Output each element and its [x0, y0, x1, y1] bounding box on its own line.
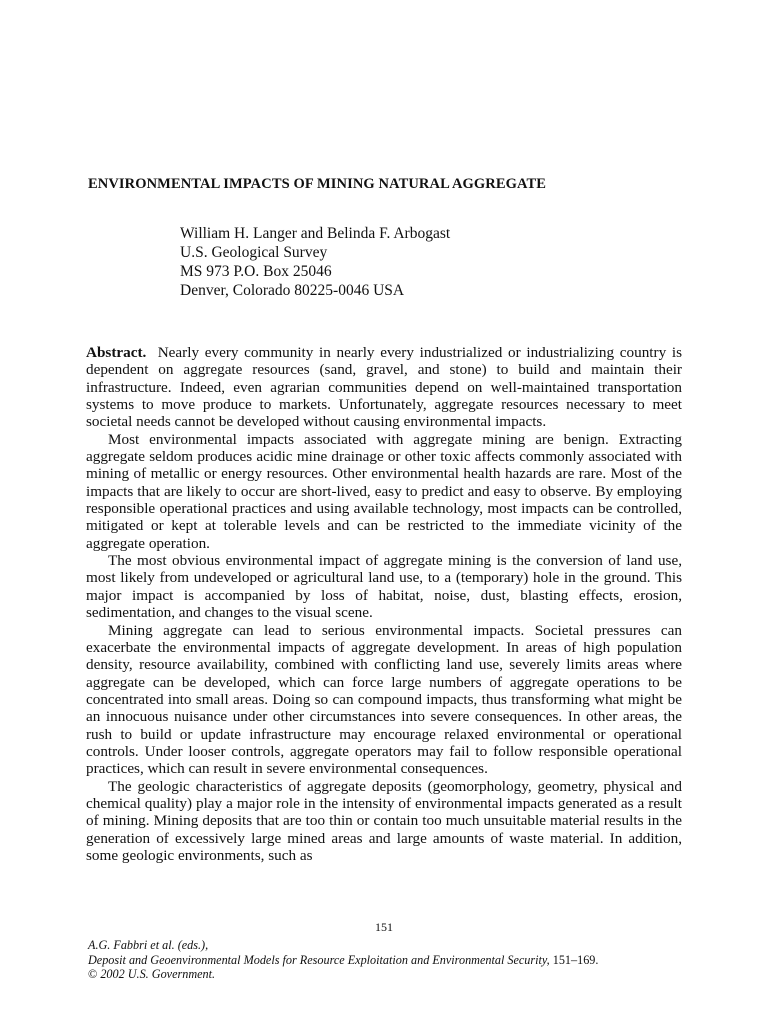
abstract-paragraph-5: The geologic characteristics of aggregate deposits (geomorphology, geometry, physical and chemical quality) play a major role in the intensity of environmental impacts generated as a result of mining. Mining deposits that are too thin or contain too much unsuitable material results in the generation of excessively large mined areas and large amounts of waste material. In addition, some geologic environments, such as	[86, 777, 682, 864]
footer-book-title: Deposit and Geoenvironmental Models for Resource Exploitation and Environmental Security,	[88, 952, 550, 967]
author-address-line-2: Denver, Colorado 80225-0046 USA	[180, 282, 405, 299]
footer-book-line	[88, 953, 688, 968]
page-number: 151	[375, 920, 393, 934]
footer-editors: A.G. Fabbri et al. (eds.),	[88, 938, 209, 952]
abstract-label: Abstract.	[86, 344, 147, 361]
footer-pages: 151–169.	[549, 952, 599, 967]
author-block	[180, 224, 450, 300]
abstract-body	[86, 344, 682, 864]
abstract-paragraph-text: Nearly every community in nearly every industrialized or industrializing country is dependent on aggregate resources (sand, gravel, and stone) to build and maintain their infrastructure. Indeed, even agrarian communities depend on well-maintained transportation systems to move produce to markets. Unfortunately, aggregate resources necessary to meet societal needs cannot be developed without causing environmental impacts.	[86, 344, 683, 431]
author-names: William H. Langer and Belinda F. Arbogast	[180, 225, 451, 242]
author-affiliation: U.S. Geological Survey	[180, 244, 328, 261]
abstract-paragraph-3: The most obvious environmental impact of aggregate mining is the conversion of land use, most likely from undeveloped or agricultural land use, to a (temporary) hole in the ground. This major impact is accompanied by loss of habitat, noise, dust, blasting effects, erosion, sedimentation, and changes to the visual scene.	[86, 552, 682, 622]
paper-title: ENVIRONMENTAL IMPACTS OF MINING NATURAL AGGREGATE	[88, 176, 547, 192]
abstract-paragraph-1	[86, 344, 682, 431]
footer-copyright-line	[88, 967, 688, 982]
abstract-paragraph-4: Mining aggregate can lead to serious environmental impacts. Societal pressures can exacerbate the environmental impacts of aggregate development. In areas of high population density, resource availability, combined with conflicting land use, severely limits areas where aggregate can be developed, which can force large numbers of aggregate operations to be concentrated into small areas. Doing so can compound impacts, thus transforming what might be an innocuous nuisance under other circumstances into severe consequences. In other areas, the rush to build or update infrastructure may encourage relaxed environmental or operational controls. Under looser controls, aggregate operators may fail to follow responsible operational practices, which can result in severe environmental consequences.	[86, 621, 682, 778]
abstract-paragraph-2: Most environmental impacts associated with aggregate mining are benign. Extracting aggregate seldom produces acidic mine drainage or other toxic affects commonly associated with mining of metallic or energy resources. Other environmental health hazards are rare. Most of the impacts that are likely to occur are short-lived, easy to predict and easy to observe. By employing responsible operational practices and using available technology, most impacts can be controlled, mitigated or kept at tolerable levels and can be restricted to the immediate vicinity of the aggregate operation.	[86, 430, 682, 552]
footer-copyright-text: 2002 U.S. Government.	[97, 967, 216, 981]
author-address-line-1: MS 973 P.O. Box 25046	[180, 263, 332, 280]
copyright-symbol: ©	[88, 967, 98, 981]
citation-footer	[88, 938, 688, 982]
